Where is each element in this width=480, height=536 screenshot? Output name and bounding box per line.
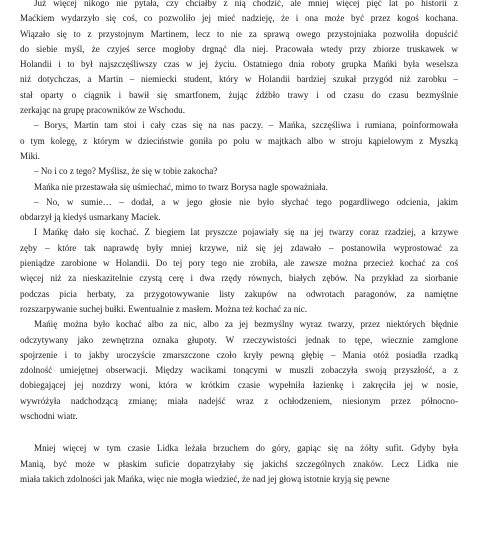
paragraph (20, 118, 458, 164)
text-line: wywróżyła nadchodzącą zmianę; miała nadejść wraz z ochłodzeniem, niesionym przez północno- (20, 395, 458, 406)
text-line: miała takich zdolności jak Mańka, więc nie mogła wiedzieć, że nad jej głową istotnie kryją się pewne (20, 473, 390, 484)
paragraph (20, 195, 458, 226)
text-line: zdolność umiejętnej obserwacji. Między wacikami tonącymi w muszli zobaczyła swoją przyszłość, a z (20, 365, 458, 376)
text-line: Miki. (20, 150, 40, 161)
text-line: spojrzenie i to jakby uroczyście zmarszczone czoło kryły pewną głębię – Mania otóż posiadła rzadką (20, 349, 458, 360)
text-line: I Mańkę dało się kochać. Z biegiem lat pryszcze pojawiały się na jej twarzy coraz rzadziej, a krzywe (34, 227, 458, 238)
text-line: obdarzył ją kiedyś usmarkany Maciek. (20, 212, 161, 223)
text-line: dobiegającej jej nozdrzy woni, która w krótkim czasie wypełniła łazienkę i zakręciła jej w nosie, (20, 380, 458, 391)
text-line: Manią, być może w płaskim suficie dopatrzyłaby się jakichś szczególnych znaków. Lecz Lidka nie (20, 458, 458, 469)
text-line: Mniej więcej w tym czasie Lidka leżała brzuchem do góry, gapiąc się na żółty sufit. Gdyby była (34, 443, 458, 454)
text-line: Mańka nie przestawała się uśmiechać, mimo to twarz Borysa nagle spoważniała. (34, 181, 328, 192)
text-line: – No i co z tego? Myślisz, że się w tobie zakocha? (34, 166, 218, 177)
text-line: podczas picia herbaty, za przygotowywanie listy zakupów na odwrotach paragonów, za namiętne (20, 288, 458, 299)
text-line: zęby – które tak naprawdę były mniej krzywe, niż się jej zdawało – postanowiła wyprostować za (20, 242, 458, 253)
paragraph (20, 164, 458, 179)
text-line: wschodni wiatr. (20, 411, 78, 422)
text-line: Wiązało się to z przystojnym Martinem, lecz to nie za sprawą owego przystojniaka pozwoliła dopuścić (20, 28, 458, 39)
paragraph (20, 225, 458, 317)
paragraph (20, 441, 458, 487)
paragraph-gap (20, 424, 458, 441)
text-line: Mańię można było kochać albo za nic, albo za jej bezmyślny wyraz twarzy, przez niektórych błędnie (34, 319, 458, 330)
paragraph (20, 180, 458, 195)
text-line: – No, w sumie… – dodał, a w jego głosie nie było słychać tego pogardliwego odcienia, jakim (34, 196, 458, 207)
text-line: odczytywany jako zewnętrzna oznaka głupoty. W rzeczywistości jednak to tępe, wiecznie zamglone (20, 334, 458, 345)
text-line: niż dotychczas, a Martin – niemiecki student, który w Holandii bardziej szukał przygód niż zarobku – (20, 74, 458, 85)
text-line: więcej niż za nieskazitelnie czystą cerę i dwa rzędy równych, białych zębów. Na przykład za siorbanie (20, 273, 458, 284)
paragraph (20, 0, 458, 118)
text-line: stał oparty o ciągnik i bawił się smartfonem, żując źdźbło trawy i od czasu do czasu bezmyślnie (20, 89, 458, 100)
text-line: do siebie myśl, że czyjeś serce mogłoby drgnąć dla niej. Pracowała wtedy przy zbiorze truskawek w (20, 43, 458, 54)
text-line: zerkając na grupę pracowników ze Wschodu. (20, 105, 185, 116)
text-line: rozszarpywanie suchej bułki. Ewentualnie z masłem. Można też kochać za nic. (20, 303, 308, 314)
text-line: pieniądze zarobione w Holandii. Do tej pory tego nie zrobiła, ale zawsze można przecież kochać za coś (20, 258, 458, 269)
text-line: Już więcej nikogo nie pytała, czy chciałby z nią chodzić, ale mniej więcej pięć lat po historii z (34, 0, 458, 8)
text-line: Maćkiem wydarzyło się coś, co pozwoliło jej mieć nadzieję, że i ona może być przez kogoś kochana. (20, 13, 458, 24)
text-line: Holandii i to był najszczęśliwszy czas w jej życiu. Ostatniego dnia roboty grupka Mańki była weselsza (20, 59, 458, 70)
paragraph (20, 317, 458, 424)
text-line: – Borys, Martin tam stoi i cały czas się na nas paczy. – Mańka, szczęśliwa i rumiana, poinformowała (34, 120, 458, 131)
text-line: o tym kolegę, z którym w dzieciństwie goniła po polu w majtkach albo w stroju kąpielowym z Myszką (20, 135, 458, 146)
